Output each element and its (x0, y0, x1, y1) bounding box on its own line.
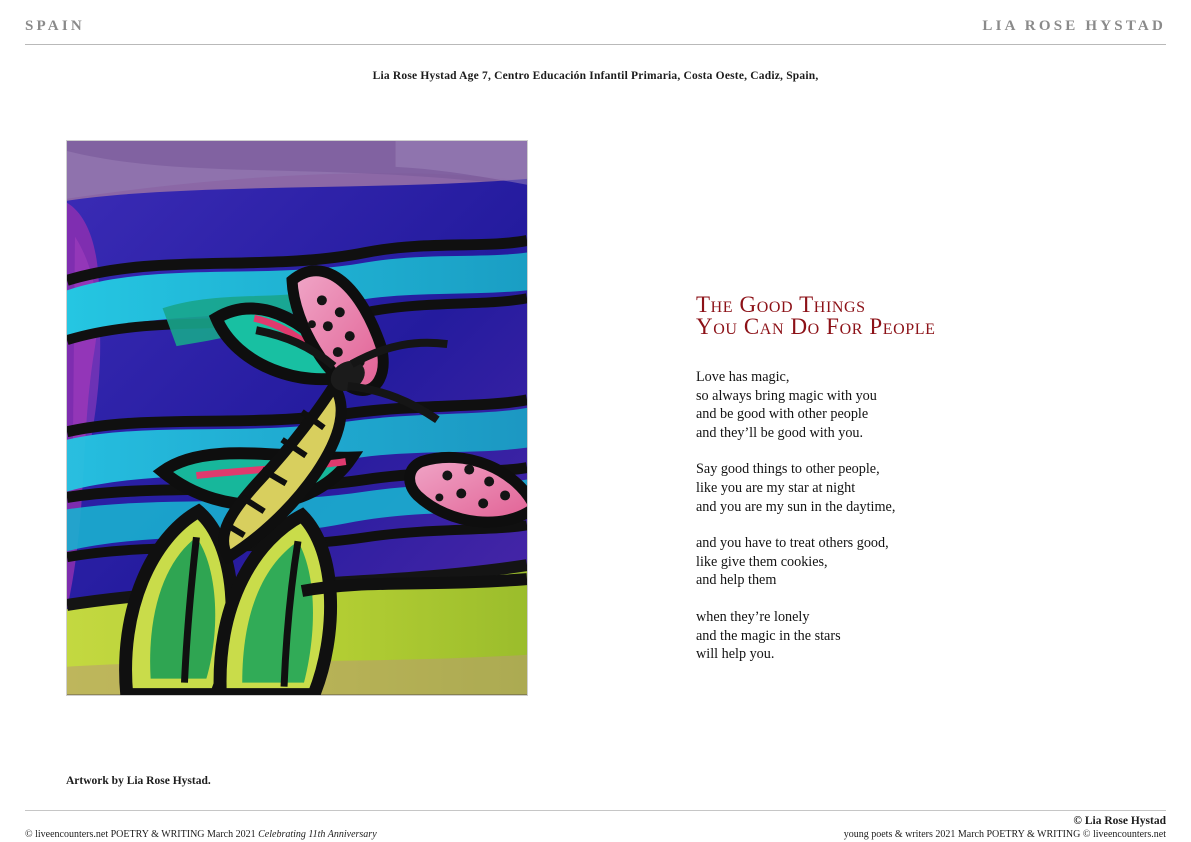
page-header (25, 18, 1166, 45)
poem-stanza (696, 460, 1116, 516)
poem-line: like you are my star at night (696, 479, 856, 496)
poem-line: and be good with other people (696, 406, 869, 423)
poem-line: and they’ll be good with you. (696, 424, 864, 441)
header-country-label: SPAIN (25, 18, 85, 34)
poem-line: like give them cookies, (696, 553, 828, 570)
header-author-label: LIA ROSE HYSTAD (982, 18, 1166, 34)
poem-line: and you are my sun in the daytime, (696, 498, 896, 515)
footer-left-italic: Celebrating 11th Anniversary (258, 829, 377, 840)
artwork-caption: Artwork by Lia Rose Hystad. (66, 775, 211, 787)
footer-left (25, 829, 377, 840)
footer-publication-line: young poets & writers 2021 March POETRY & WRITING © liveencounters.net (843, 829, 1166, 840)
poem-stanza (696, 534, 1116, 590)
poem-title-line-2: You Can Do For People (696, 314, 936, 339)
poem-line: Say good things to other people, (696, 461, 880, 478)
artwork-credit-line: Lia Rose Hystad Age 7, Centro Educación Infantil Primaria, Costa Oeste, Cadiz, Spain, (372, 70, 819, 82)
footer-left-main: © liveencounters.net POETRY & WRITING March 2021 (25, 829, 259, 840)
artwork-frame (66, 140, 528, 696)
poem-stanza (696, 368, 1116, 442)
poem-line: so always bring magic with you (696, 387, 877, 404)
poem-title-line-1: The Good Things (696, 292, 866, 317)
poem-line: when they’re lonely (696, 608, 810, 625)
footer-divider (25, 810, 1166, 811)
poem-line: Love has magic, (696, 369, 790, 385)
dragonfly-painting (67, 141, 527, 695)
poem-title (696, 294, 1116, 338)
poem-stanza (696, 608, 1116, 664)
poem-line: will help you. (696, 646, 775, 663)
poem-block (696, 294, 1116, 682)
footer-copyright: © Lia Rose Hystad (1073, 815, 1166, 827)
poem-line: and you have to treat others good, (696, 535, 889, 552)
poem-line: and help them (696, 572, 777, 589)
poem-line: and the magic in the stars (696, 627, 841, 644)
